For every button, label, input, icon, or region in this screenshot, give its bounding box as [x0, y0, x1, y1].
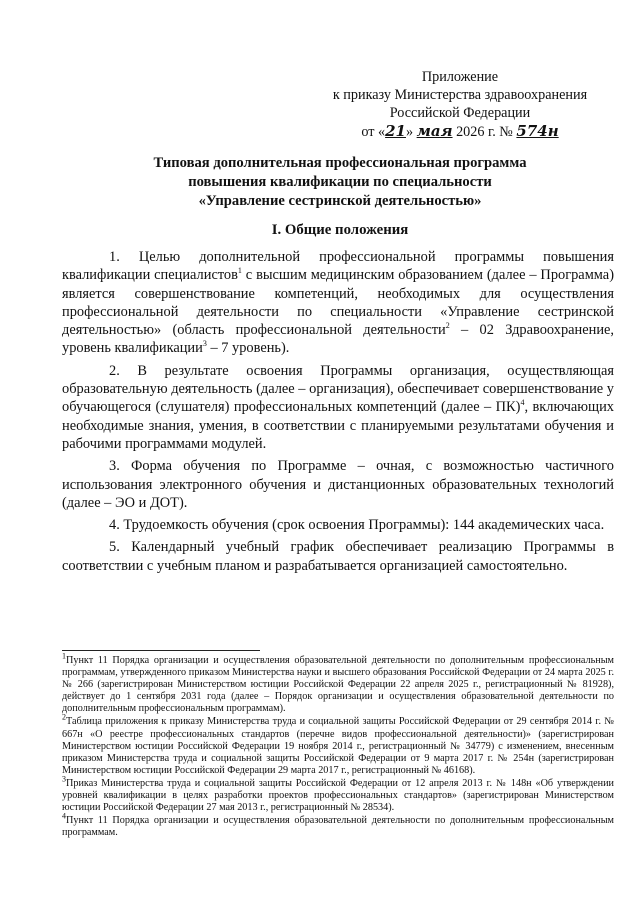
title-line-2: повышения квалификации по специальности [188, 174, 492, 190]
handwritten-day: 21 [385, 122, 406, 140]
paragraph-3: 3. Форма обучения по Программе – очная, с возможностью частичного использования электронного обучения и дистанционных образовательных технологий (далее – ЭО и ДОТ). [62, 458, 614, 511]
handwritten-month: мая [416, 122, 453, 140]
document-title [70, 154, 610, 211]
footnote-ref-2[interactable]: 2 [445, 321, 450, 331]
handwritten-order-number: 574н [516, 122, 559, 140]
footnote-ref-3[interactable]: 3 [202, 339, 207, 349]
title-line-1: Типовая дополнительная профессиональная программа [153, 155, 527, 171]
section-heading: I. Общие положения [271, 222, 409, 238]
order-date-line [300, 122, 620, 141]
appendix-label: Приложение [421, 69, 499, 85]
date-mid: » [405, 124, 417, 140]
appendix-header [300, 68, 620, 141]
footnote-ref-1[interactable]: 1 [237, 266, 242, 276]
document-body [62, 248, 614, 579]
paragraph-2: 2. В результате освоения Программы организация, осуществляющая образовательную деятельность (далее – организация), обеспечивает совершенствование у обучающегося (слушателя) профессиональных компетенций (далее – ПК)$^4$, включающих необходимые знания, умения, в соответствии с планируемыми результатами обучения и рабочими программами модулей. [62, 362, 614, 452]
footnotes [62, 651, 614, 840]
footnote-3: $^3$Приказ Министерства труда и социальной защиты Российской Федерации от 12 апреля 2013 г. № 148н «Об утверждении уровней квалификации в целях разработки проектов профессиональных стандартов» (зарегистрирован Министерством юстиции Российской Федерации 27 мая 2013 г., регистрационный № 28534). [62, 774, 614, 814]
footnote-ref-4[interactable]: 4 [520, 398, 525, 408]
footnote-1: $^1$Пункт 11 Порядка организации и осуществления образовательной деятельности по дополнительным профессиональным программам, утвержденного приказом Министерства науки и высшего образования Российской Федерации от 24 марта 2025 г. № 266 (зарегистрирован Министерством юстиции Российской Федерации 22 апреля 2025 г., регистрационный № 81928), действует до 1 сентября 2031 года (далее – Порядок организации и осуществления образовательной деятельности по дополнительным профессиональным программам). [62, 651, 614, 715]
footnote-2: $^2$Таблица приложения к приказу Министерства труда и социальной защиты Российской Федерации от 29 сентября 2014 г. № 667н «О реестре профессиональных стандартов (перечне видов профессиональной деятельности)» (зарегистрирован Министерством юстиции Российской Федерации 19 ноября 2014 г., регистрационный № 34779) с изменением, внесенным приказом Министерства труда и социальной защиты Российской Федерации от 9 марта 2017 г. № 254н (зарегистрирован Министерством юстиции Российской Федерации 29 марта 2017 г., регистрационный № 46168). [62, 713, 614, 776]
paragraph-1: 1. Целью дополнительной профессиональной программы повышения квалификации специалистов$^1$ с высшим медицинским образованием (далее – Программа) является совершенствование компетенций, необходимых для осуществления профессиональной деятельности по специальности «Управление сестринской деятельностью» (область профессиональной деятельности$^2$ – 02 Здравоохранение, уровень квалификации$^3$ – 7 уровень). [62, 249, 614, 357]
appendix-ministry: Российской Федерации [389, 105, 531, 121]
appendix-order-ref: к приказу Министерства здравоохранения [332, 87, 588, 103]
paragraph-4: 4. Трудоемкость обучения (срок освоения Программы): 144 академических часа. [109, 517, 605, 534]
date-prefix: от « [361, 124, 386, 140]
date-year: 2026 г. № [452, 124, 517, 140]
paragraph-5: 5. Календарный учебный график обеспечивает реализацию Программы в соответствии с учебным планом и разрабатывается организацией самостоятельно. [62, 539, 614, 574]
title-line-3: «Управление сестринской деятельностью» [198, 193, 482, 209]
footnote-separator [62, 650, 260, 651]
footnote-4: $^4$Пункт 11 Порядка организации и осуществления образовательной деятельности по дополнительным профессиональным программам. [62, 811, 614, 839]
